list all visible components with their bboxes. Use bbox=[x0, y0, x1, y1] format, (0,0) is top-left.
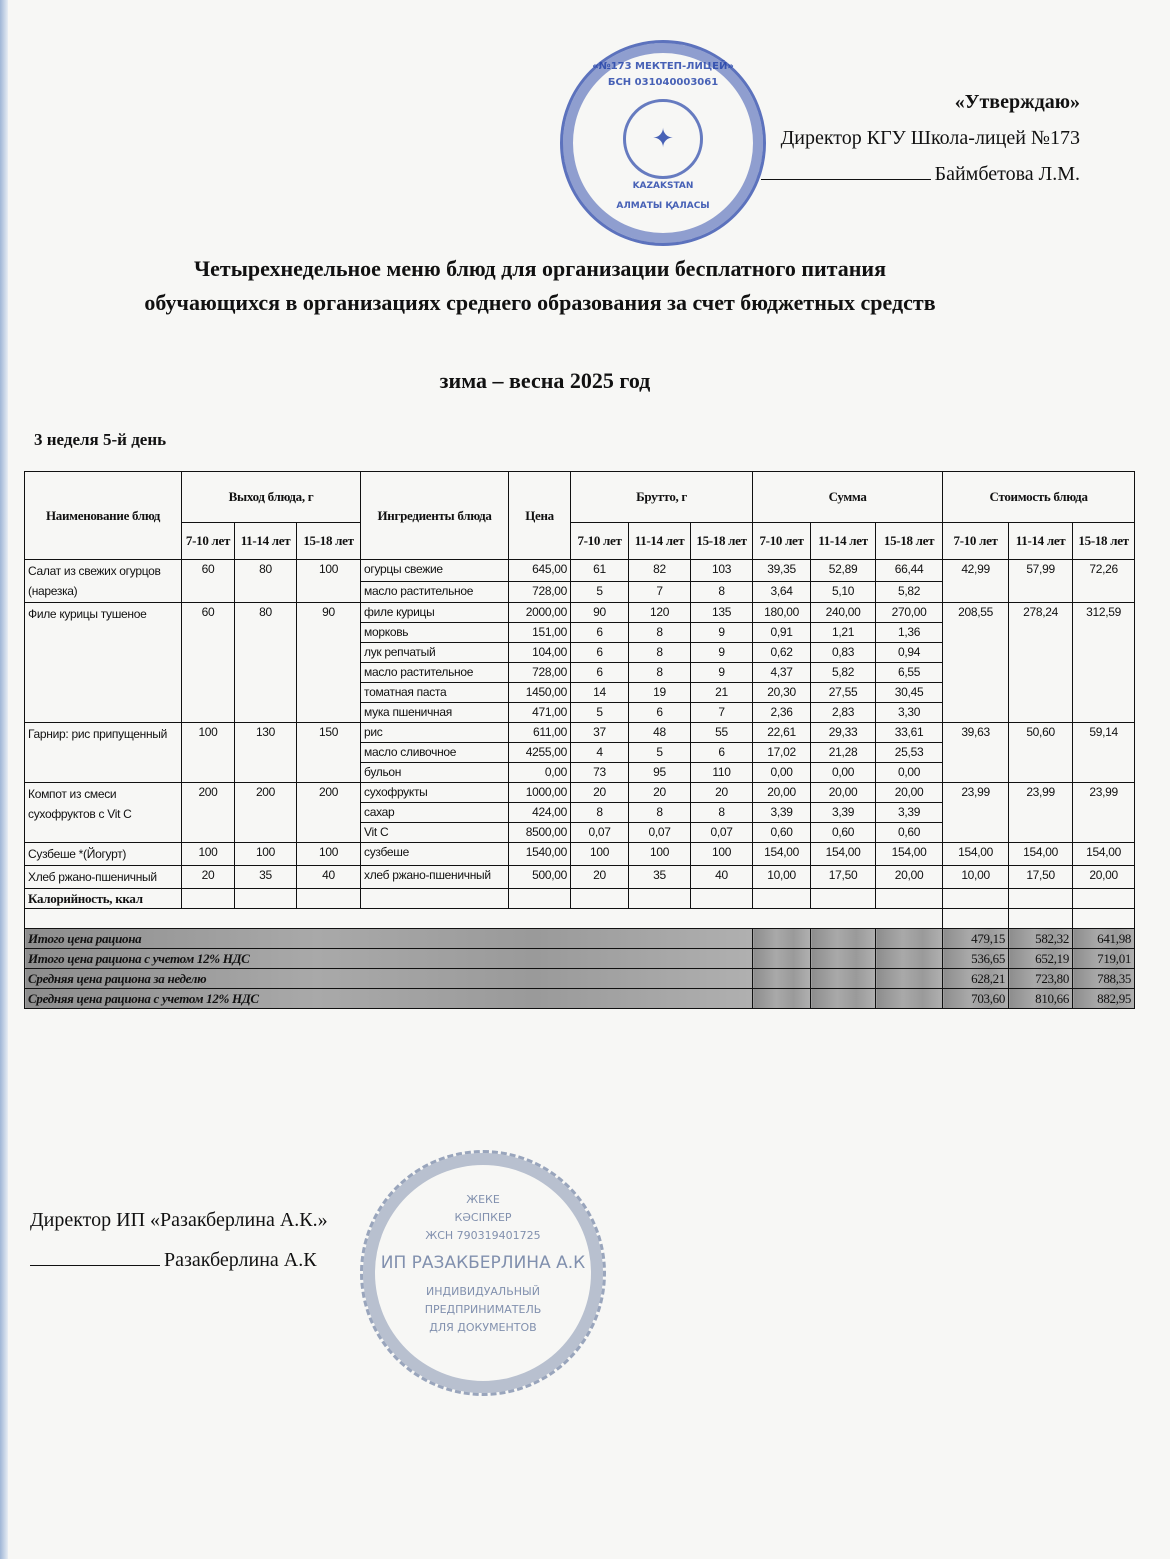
dish-cost: 23,99 bbox=[1073, 783, 1135, 843]
ingredient-brutto: 73 bbox=[571, 763, 629, 783]
dish-cost: 154,00 bbox=[1009, 843, 1073, 866]
ingredient-brutto: 100 bbox=[571, 843, 629, 866]
dish-yield: 100 bbox=[235, 843, 297, 866]
ingredient-brutto: 19 bbox=[629, 683, 691, 703]
approval-block bbox=[761, 84, 1080, 192]
ingredient-brutto: 90 bbox=[571, 603, 629, 623]
title-line-2: обучающихся в организациях среднего образования за счет бюджетных средств bbox=[144, 290, 936, 315]
ingredient-name: сузбеше bbox=[361, 843, 509, 866]
footer-name: Разакберлина А.К bbox=[164, 1249, 317, 1271]
ingredient-sum: 3,39 bbox=[753, 803, 811, 823]
total-value: 641,98 bbox=[1073, 929, 1135, 949]
ingredient-sum: 5,10 bbox=[811, 581, 876, 603]
dish-cost: 278,24 bbox=[1009, 603, 1073, 723]
total-empty-cell bbox=[753, 949, 811, 969]
dish-yield: 150 bbox=[297, 723, 361, 783]
ingredient-sum: 17,02 bbox=[753, 743, 811, 763]
ingredient-price: 104,00 bbox=[509, 643, 571, 663]
calories-cell bbox=[235, 889, 297, 909]
title-line-1: Четырехнедельное меню блюд для организации бесплатного питания bbox=[193, 256, 886, 281]
ingredient-brutto: 8 bbox=[629, 623, 691, 643]
total-label: Средняя цена рациона с учетом 12% НДС bbox=[25, 989, 753, 1009]
school-stamp bbox=[560, 40, 766, 246]
dish-cost: 20,00 bbox=[1073, 866, 1135, 889]
signature-line bbox=[761, 159, 931, 180]
total-value: 536,65 bbox=[943, 949, 1009, 969]
season-label: зима – весна 2025 год bbox=[439, 368, 651, 393]
ingredient-sum: 20,00 bbox=[876, 866, 943, 889]
total-row bbox=[25, 929, 1135, 949]
ingredient-price: 500,00 bbox=[509, 866, 571, 889]
dish-yield: 200 bbox=[182, 783, 235, 843]
ingredient-brutto: 6 bbox=[691, 743, 753, 763]
ingredient-sum: 0,83 bbox=[811, 643, 876, 663]
ingredient-price: 8500,00 bbox=[509, 823, 571, 843]
ingredient-sum: 2,83 bbox=[811, 703, 876, 723]
dish-cost: 59,14 bbox=[1073, 723, 1135, 783]
dish-yield: 60 bbox=[182, 603, 235, 723]
dish-name: Салат из свежих огурцов (нарезка) bbox=[25, 560, 182, 603]
ingredient-brutto: 35 bbox=[629, 866, 691, 889]
ingredient-brutto: 20 bbox=[571, 866, 629, 889]
table-row bbox=[25, 603, 1135, 623]
ingredient-name: Vit C bbox=[361, 823, 509, 843]
calories-cell bbox=[1073, 889, 1135, 909]
ingredient-brutto: 9 bbox=[691, 663, 753, 683]
ingredient-name: хлеб ржано-пшеничный bbox=[361, 866, 509, 889]
ingredient-sum: 6,55 bbox=[876, 663, 943, 683]
ingredient-name: морковь bbox=[361, 623, 509, 643]
ingredient-price: 2000,00 bbox=[509, 603, 571, 623]
dish-name: Филе курицы тушеное bbox=[25, 603, 182, 723]
ingredient-brutto: 6 bbox=[629, 703, 691, 723]
page-edge bbox=[0, 0, 8, 1559]
ingredient-price: 1000,00 bbox=[509, 783, 571, 803]
blank-row bbox=[25, 909, 1135, 929]
total-value: 628,21 bbox=[943, 969, 1009, 989]
dish-cost: 208,55 bbox=[943, 603, 1009, 723]
ingredient-sum: 10,00 bbox=[753, 866, 811, 889]
table-row bbox=[25, 723, 1135, 743]
total-value: 719,01 bbox=[1073, 949, 1135, 969]
ingredient-price: 1540,00 bbox=[509, 843, 571, 866]
header-sum: Сумма bbox=[753, 472, 943, 523]
stamp-ring-text: «№173 МЕКТЕП-ЛИЦЕЙ» bbox=[592, 61, 734, 72]
ingredient-name: бульон bbox=[361, 763, 509, 783]
dish-yield: 90 bbox=[297, 603, 361, 723]
dish-yield: 40 bbox=[297, 866, 361, 889]
header-cost: Стоимость блюда bbox=[943, 472, 1135, 523]
ingredient-brutto: 100 bbox=[629, 843, 691, 866]
ingredient-sum: 29,33 bbox=[811, 723, 876, 743]
ingredient-brutto: 40 bbox=[691, 866, 753, 889]
ingredient-name: масло растительное bbox=[361, 581, 509, 603]
calories-cell bbox=[571, 889, 629, 909]
ingredient-sum: 22,61 bbox=[753, 723, 811, 743]
header-row-1 bbox=[25, 472, 1135, 523]
menu-body bbox=[25, 560, 1135, 1009]
ingredient-brutto: 7 bbox=[629, 581, 691, 603]
header-age: 15-18 лет bbox=[876, 523, 943, 560]
ingredient-brutto: 14 bbox=[571, 683, 629, 703]
ingredient-sum: 33,61 bbox=[876, 723, 943, 743]
dish-name: Хлеб ржано-пшеничный bbox=[25, 866, 182, 889]
ingredient-sum: 0,00 bbox=[811, 763, 876, 783]
blank-cell bbox=[25, 909, 943, 929]
header-age: 15-18 лет bbox=[297, 523, 361, 560]
ingredient-brutto: 21 bbox=[691, 683, 753, 703]
total-empty-cell bbox=[876, 969, 943, 989]
ingredient-name: сухофрукты bbox=[361, 783, 509, 803]
ingredient-brutto: 6 bbox=[571, 663, 629, 683]
ingredient-sum: 0,60 bbox=[811, 823, 876, 843]
header-brutto: Брутто, г bbox=[571, 472, 753, 523]
dish-yield: 60 bbox=[182, 560, 235, 603]
calories-cell bbox=[297, 889, 361, 909]
ingredient-sum: 0,94 bbox=[876, 643, 943, 663]
ingredient-brutto: 103 bbox=[691, 560, 753, 582]
approval-title: «Утверждаю» bbox=[954, 91, 1080, 113]
ingredient-brutto: 55 bbox=[691, 723, 753, 743]
ingredient-brutto: 8 bbox=[691, 581, 753, 603]
ingredient-sum: 5,82 bbox=[811, 663, 876, 683]
stamp-ring-bottom: АЛМАТЫ ҚАЛАСЫ bbox=[616, 201, 710, 211]
ingredient-sum: 20,00 bbox=[753, 783, 811, 803]
dish-yield: 80 bbox=[235, 603, 297, 723]
dish-cost: 10,00 bbox=[943, 866, 1009, 889]
ingredient-sum: 0,00 bbox=[876, 763, 943, 783]
table-row bbox=[25, 866, 1135, 889]
ingredient-sum: 30,45 bbox=[876, 683, 943, 703]
header-age: 7-10 лет bbox=[182, 523, 235, 560]
total-label: Итого цена рациона bbox=[25, 929, 753, 949]
ip-stamp-line: КӘСІПКЕР bbox=[454, 1211, 512, 1224]
table-row bbox=[25, 560, 1135, 582]
ingredient-brutto: 8 bbox=[629, 643, 691, 663]
ingredient-brutto: 5 bbox=[571, 581, 629, 603]
ingredient-name: рис bbox=[361, 723, 509, 743]
dish-yield: 100 bbox=[297, 843, 361, 866]
ingredient-name: филе курицы bbox=[361, 603, 509, 623]
ingredient-sum: 20,30 bbox=[753, 683, 811, 703]
total-value: 810,66 bbox=[1009, 989, 1073, 1009]
ingredient-brutto: 5 bbox=[629, 743, 691, 763]
dish-yield: 20 bbox=[182, 866, 235, 889]
ingredient-brutto: 95 bbox=[629, 763, 691, 783]
dish-cost: 154,00 bbox=[943, 843, 1009, 866]
dish-cost: 39,63 bbox=[943, 723, 1009, 783]
ingredient-brutto: 48 bbox=[629, 723, 691, 743]
header-price: Цена bbox=[509, 472, 571, 560]
ingredient-sum: 3,39 bbox=[876, 803, 943, 823]
ingredient-price: 728,00 bbox=[509, 581, 571, 603]
ingredient-sum: 21,28 bbox=[811, 743, 876, 763]
ingredient-price: 0,00 bbox=[509, 763, 571, 783]
ingredient-brutto: 8 bbox=[629, 663, 691, 683]
dish-cost: 72,26 bbox=[1073, 560, 1135, 603]
total-empty-cell bbox=[753, 989, 811, 1009]
ingredient-price: 471,00 bbox=[509, 703, 571, 723]
ingredient-sum: 1,36 bbox=[876, 623, 943, 643]
dish-cost: 154,00 bbox=[1073, 843, 1135, 866]
ingredient-name: лук репчатый bbox=[361, 643, 509, 663]
ingredient-sum: 240,00 bbox=[811, 603, 876, 623]
ingredient-brutto: 0,07 bbox=[571, 823, 629, 843]
ingredient-brutto: 61 bbox=[571, 560, 629, 582]
footer-signature-block bbox=[30, 1200, 328, 1280]
ip-stamp-line: ПРЕДПРИНИМАТЕЛЬ bbox=[424, 1303, 542, 1316]
ingredient-price: 728,00 bbox=[509, 663, 571, 683]
ingredient-brutto: 20 bbox=[691, 783, 753, 803]
total-row bbox=[25, 989, 1135, 1009]
dish-yield: 35 bbox=[235, 866, 297, 889]
signature-line bbox=[30, 1247, 160, 1266]
total-value: 479,15 bbox=[943, 929, 1009, 949]
ingredient-brutto: 9 bbox=[691, 623, 753, 643]
approval-signature-row bbox=[761, 156, 1080, 192]
ingredient-sum: 5,82 bbox=[876, 581, 943, 603]
ingredient-brutto: 0,07 bbox=[629, 823, 691, 843]
blank-cell bbox=[943, 909, 1009, 929]
ingredient-sum: 3,30 bbox=[876, 703, 943, 723]
ingredient-brutto: 82 bbox=[629, 560, 691, 582]
approval-position: Директор КГУ Школа-лицей №173 bbox=[780, 127, 1080, 149]
header-ingredients: Ингредиенты блюда bbox=[361, 472, 509, 560]
total-empty-cell bbox=[876, 929, 943, 949]
total-empty-cell bbox=[876, 989, 943, 1009]
total-value: 652,19 bbox=[1009, 949, 1073, 969]
dish-yield: 130 bbox=[235, 723, 297, 783]
day-label: 3 неделя 5-й день bbox=[34, 430, 167, 449]
dish-name: Компот из смеси сухофруктов с Vit C bbox=[25, 783, 182, 843]
stamp-center-text: KAZAKSTAN bbox=[632, 181, 694, 191]
total-label: Средняя цена рациона за неделю bbox=[25, 969, 753, 989]
calories-cell bbox=[943, 889, 1009, 909]
header-age: 11-14 лет bbox=[1009, 523, 1073, 560]
ip-stamp bbox=[360, 1150, 606, 1396]
total-value: 723,80 bbox=[1009, 969, 1073, 989]
ingredient-sum: 20,00 bbox=[876, 783, 943, 803]
ingredient-sum: 154,00 bbox=[811, 843, 876, 866]
ingredient-sum: 154,00 bbox=[753, 843, 811, 866]
document-title bbox=[0, 252, 1080, 320]
total-empty-cell bbox=[753, 969, 811, 989]
header-row-2 bbox=[25, 523, 1135, 560]
ip-stamp-line: ИП РАЗАКБЕРЛИНА А.К bbox=[380, 1253, 586, 1273]
header-age: 15-18 лет bbox=[1073, 523, 1135, 560]
ingredient-brutto: 37 bbox=[571, 723, 629, 743]
dish-yield: 100 bbox=[297, 560, 361, 603]
ingredient-brutto: 8 bbox=[571, 803, 629, 823]
ingredient-brutto: 100 bbox=[691, 843, 753, 866]
header-age: 11-14 лет bbox=[811, 523, 876, 560]
ingredient-name: огурцы свежие bbox=[361, 560, 509, 582]
ingredient-sum: 3,39 bbox=[811, 803, 876, 823]
ingredient-name: масло сливочное bbox=[361, 743, 509, 763]
dish-cost: 23,99 bbox=[943, 783, 1009, 843]
stamp-bin: БСН 031040003061 bbox=[607, 77, 719, 88]
total-value: 882,95 bbox=[1073, 989, 1135, 1009]
ingredient-price: 645,00 bbox=[509, 560, 571, 582]
total-empty-cell bbox=[811, 949, 876, 969]
ingredient-brutto: 6 bbox=[571, 623, 629, 643]
dish-name: Гарнир: рис припущенный bbox=[25, 723, 182, 783]
total-empty-cell bbox=[876, 949, 943, 969]
dish-yield: 80 bbox=[235, 560, 297, 603]
ip-stamp-line: ИНДИВИДУАЛЬНЫЙ bbox=[426, 1285, 540, 1298]
ingredient-brutto: 7 bbox=[691, 703, 753, 723]
ingredient-price: 424,00 bbox=[509, 803, 571, 823]
ingredient-brutto: 6 bbox=[571, 643, 629, 663]
ingredient-sum: 20,00 bbox=[811, 783, 876, 803]
header-age: 7-10 лет bbox=[571, 523, 629, 560]
ip-stamp-line: ДЛЯ ДОКУМЕНТОВ bbox=[429, 1321, 537, 1334]
table-row bbox=[25, 783, 1135, 803]
ingredient-sum: 3,64 bbox=[753, 581, 811, 603]
total-row bbox=[25, 969, 1135, 989]
total-empty-cell bbox=[811, 929, 876, 949]
blank-cell bbox=[1073, 909, 1135, 929]
footer-position: Директор ИП «Разакберлина А.К.» bbox=[30, 1209, 328, 1231]
dish-cost: 312,59 bbox=[1073, 603, 1135, 723]
ip-stamp-line: ЖЕКЕ bbox=[466, 1193, 500, 1206]
calories-label: Калорийность, ккал bbox=[25, 889, 182, 909]
header-yield: Выход блюда, г bbox=[182, 472, 361, 523]
ingredient-brutto: 120 bbox=[629, 603, 691, 623]
ingredient-brutto: 9 bbox=[691, 643, 753, 663]
ingredient-sum: 1,21 bbox=[811, 623, 876, 643]
ingredient-brutto: 110 bbox=[691, 763, 753, 783]
total-value: 788,35 bbox=[1073, 969, 1135, 989]
ingredient-name: томатная паста bbox=[361, 683, 509, 703]
ingredient-brutto: 0,07 bbox=[691, 823, 753, 843]
dish-yield: 100 bbox=[182, 843, 235, 866]
ingredient-sum: 180,00 bbox=[753, 603, 811, 623]
ingredient-sum: 0,91 bbox=[753, 623, 811, 643]
dish-cost: 57,99 bbox=[1009, 560, 1073, 603]
ingredient-brutto: 20 bbox=[571, 783, 629, 803]
ingredient-price: 1450,00 bbox=[509, 683, 571, 703]
ingredient-brutto: 5 bbox=[571, 703, 629, 723]
ip-stamp-line: ЖСН 790319401725 bbox=[425, 1229, 541, 1242]
header-age: 7-10 лет bbox=[753, 523, 811, 560]
dish-yield: 200 bbox=[235, 783, 297, 843]
ingredient-name: сахар bbox=[361, 803, 509, 823]
ingredient-brutto: 8 bbox=[691, 803, 753, 823]
calories-cell bbox=[509, 889, 571, 909]
ingredient-sum: 0,60 bbox=[753, 823, 811, 843]
ingredient-sum: 27,55 bbox=[811, 683, 876, 703]
calories-cell bbox=[691, 889, 753, 909]
ingredient-sum: 4,37 bbox=[753, 663, 811, 683]
ingredient-sum: 66,44 bbox=[876, 560, 943, 582]
header-age: 15-18 лет bbox=[691, 523, 753, 560]
ingredient-name: масло растительное bbox=[361, 663, 509, 683]
ingredient-brutto: 8 bbox=[629, 803, 691, 823]
ingredient-price: 611,00 bbox=[509, 723, 571, 743]
ingredient-sum: 0,00 bbox=[753, 763, 811, 783]
dish-yield: 100 bbox=[182, 723, 235, 783]
ingredient-sum: 25,53 bbox=[876, 743, 943, 763]
ingredient-sum: 39,35 bbox=[753, 560, 811, 582]
ingredient-brutto: 20 bbox=[629, 783, 691, 803]
ingredient-price: 151,00 bbox=[509, 623, 571, 643]
ingredient-sum: 17,50 bbox=[811, 866, 876, 889]
calories-cell bbox=[182, 889, 235, 909]
footer-signature-row bbox=[30, 1240, 328, 1280]
dish-yield: 200 bbox=[297, 783, 361, 843]
ingredient-sum: 270,00 bbox=[876, 603, 943, 623]
ingredient-brutto: 135 bbox=[691, 603, 753, 623]
dish-name: Сузбеше *(Йогурт) bbox=[25, 843, 182, 866]
total-row bbox=[25, 949, 1135, 969]
calories-cell bbox=[753, 889, 811, 909]
total-label: Итого цена рациона с учетом 12% НДС bbox=[25, 949, 753, 969]
total-value: 703,60 bbox=[943, 989, 1009, 1009]
header-age: 7-10 лет bbox=[943, 523, 1009, 560]
ingredient-sum: 52,89 bbox=[811, 560, 876, 582]
ingredient-name: мука пшеничная bbox=[361, 703, 509, 723]
dish-cost: 17,50 bbox=[1009, 866, 1073, 889]
ingredient-sum: 0,62 bbox=[753, 643, 811, 663]
table-row bbox=[25, 843, 1135, 866]
emblem-icon: ✦ bbox=[623, 99, 703, 179]
header-age: 11-14 лет bbox=[235, 523, 297, 560]
ingredient-sum: 154,00 bbox=[876, 843, 943, 866]
ingredient-brutto: 4 bbox=[571, 743, 629, 763]
ingredient-sum: 0,60 bbox=[876, 823, 943, 843]
total-empty-cell bbox=[753, 929, 811, 949]
calories-cell bbox=[876, 889, 943, 909]
calories-cell bbox=[811, 889, 876, 909]
ingredient-sum: 2,36 bbox=[753, 703, 811, 723]
dish-cost: 23,99 bbox=[1009, 783, 1073, 843]
dish-cost: 42,99 bbox=[943, 560, 1009, 603]
approval-name: Баймбетова Л.М. bbox=[934, 163, 1080, 185]
menu-table bbox=[24, 471, 1135, 1009]
total-empty-cell bbox=[811, 969, 876, 989]
calories-cell bbox=[361, 889, 509, 909]
calories-cell bbox=[1009, 889, 1073, 909]
header-dish-name: Наименование блюд bbox=[25, 472, 182, 560]
total-value: 582,32 bbox=[1009, 929, 1073, 949]
calories-row bbox=[25, 889, 1135, 909]
total-empty-cell bbox=[811, 989, 876, 1009]
ingredient-price: 4255,00 bbox=[509, 743, 571, 763]
dish-cost: 50,60 bbox=[1009, 723, 1073, 783]
calories-cell bbox=[629, 889, 691, 909]
blank-cell bbox=[1009, 909, 1073, 929]
header-age: 11-14 лет bbox=[629, 523, 691, 560]
